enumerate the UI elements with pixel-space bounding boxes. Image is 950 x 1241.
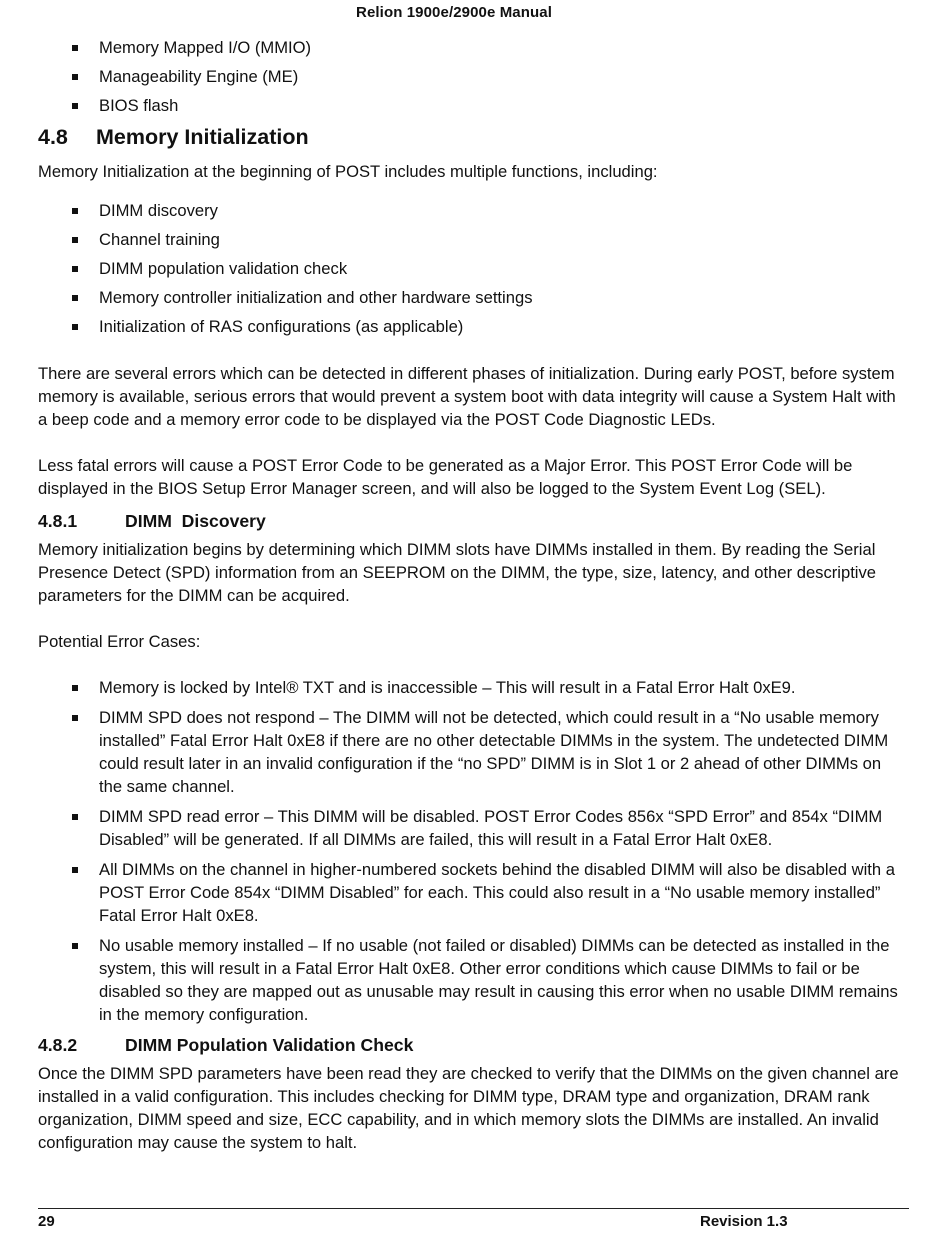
list-item: Channel training xyxy=(38,228,908,251)
population-check-paragraph: Once the DIMM SPD parameters have been read they are checked to verify that the DIMMs on the given channel are installed in a valid configuration. This includes checking for DIMM type, DRAM type and organization, DRAM rank organization, DIMM speed and size, ECC capability, and in which memory slots the DIMMs are installed. An invalid configuration may cause the system to halt. xyxy=(38,1064,899,1152)
list-item: BIOS flash xyxy=(38,94,908,117)
section-heading-4-8-1 xyxy=(38,509,908,533)
section-title: DIMM Discovery xyxy=(125,511,266,531)
section-heading-4-8-2 xyxy=(38,1033,908,1057)
list-item: DIMM discovery xyxy=(38,199,908,222)
footer-divider xyxy=(38,1208,909,1209)
list-item: No usable memory installed – If no usable (not failed or disabled) DIMMs can be detected as installed in the system, this will result in a Fatal Error Halt 0xE8. Other error conditions which cause DIMMs to fail or be disabled so they are mapped out as unusable may result in causing this error when no usable DIMM remains in the memory configuration. xyxy=(38,934,908,1026)
list-item: Manageability Engine (ME) xyxy=(38,65,908,88)
list-item: Memory Mapped I/O (MMIO) xyxy=(38,36,908,59)
section-heading-4-8 xyxy=(38,123,908,151)
errors-paragraph: There are several errors which can be detected in different phases of initialization. During early POST, before system memory is available, serious errors that would prevent a system boot with data integrity will cause a System Halt with a beep code and a memory error code to be displayed via the POST Code Diagnostic LEDs. xyxy=(38,364,896,429)
list-item: DIMM population validation check xyxy=(38,257,908,280)
list-item: Memory is locked by Intel® TXT and is inaccessible – This will result in a Fatal Error Halt 0xE9. xyxy=(38,676,908,699)
list-item: Memory controller initialization and other hardware settings xyxy=(38,286,908,309)
error-cases-list xyxy=(38,676,908,1026)
section-intro: Memory Initialization at the beginning of POST includes multiple functions, including: xyxy=(38,162,658,181)
section-number: 4.8.2 xyxy=(38,1035,78,1055)
list-item: Initialization of RAS configurations (as applicable) xyxy=(38,315,908,338)
section-title: DIMM Population Validation Check xyxy=(125,1035,414,1055)
fatal-errors-paragraph: Less fatal errors will cause a POST Error Code to be generated as a Major Error. This POST Error Code will be displayed in the BIOS Setup Error Manager screen, and will also be logged to the System Event Log (SEL). xyxy=(38,456,853,498)
error-cases-label: Potential Error Cases: xyxy=(38,632,201,651)
top-bullet-list xyxy=(38,36,908,117)
page-number: 29 xyxy=(38,1213,55,1230)
page-content xyxy=(38,36,908,1154)
list-item: DIMM SPD does not respond – The DIMM will not be detected, which could result in a “No usable memory installed” Fatal Error Halt 0xE8 if there are no other detectable DIMMs in the system. The undetected DIMM could result later in an invalid configuration if the “no SPD” DIMM is in Slot 1 or 2 ahead of other DIMMs on the same channel. xyxy=(38,706,908,798)
revision-label: Revision 1.3 xyxy=(700,1213,788,1230)
list-item: DIMM SPD read error – This DIMM will be disabled. POST Error Codes 856x “SPD Error” and 854x “DIMM Disabled” will be generated. If all DIMMs are failed, this will result in a Fatal Error Halt 0xE8. xyxy=(38,805,908,851)
section-number: 4.8 xyxy=(38,125,68,149)
section-number: 4.8.1 xyxy=(38,511,78,531)
page-header: Relion 1900e/2900e Manual xyxy=(356,4,552,21)
init-function-list xyxy=(38,199,908,338)
section-title: Memory Initialization xyxy=(96,125,309,149)
list-item: All DIMMs on the channel in higher-numbered sockets behind the disabled DIMM will also be disabled with a POST Error Code 854x “DIMM Disabled” for each. This could also result in a “No usable memory installed” Fatal Error Halt 0xE8. xyxy=(38,858,908,927)
dimm-discovery-paragraph: Memory initialization begins by determining which DIMM slots have DIMMs installed in them. By reading the Serial Presence Detect (SPD) information from an SEEPROM on the DIMM, the type, size, latency, and other descriptive parameters for the DIMM can be acquired. xyxy=(38,540,877,605)
